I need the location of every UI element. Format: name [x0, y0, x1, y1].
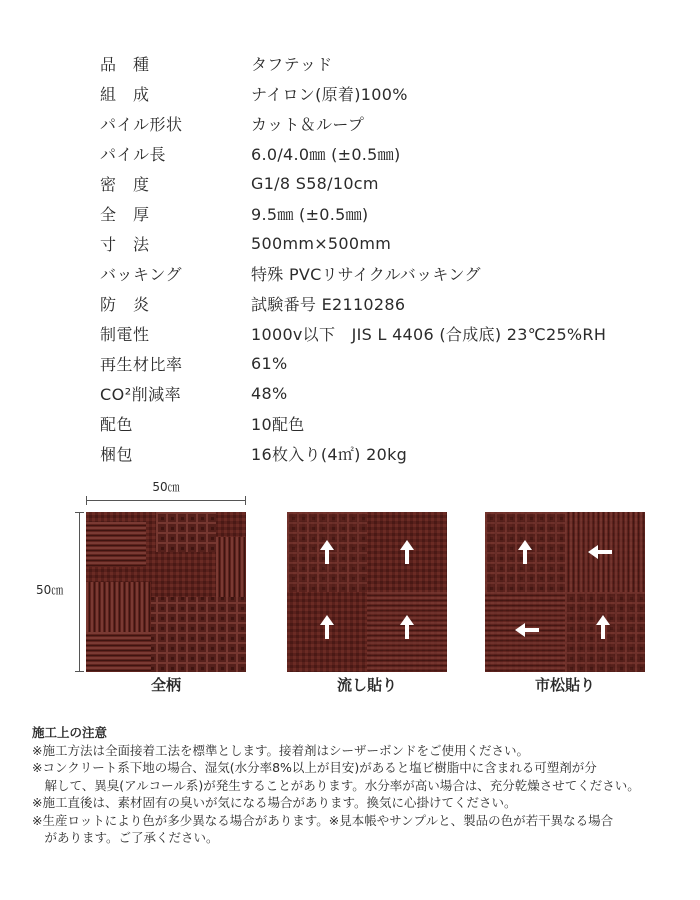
spec-label: 組 成	[100, 84, 150, 104]
spec-value: 16枚入り(4㎡) 20kg	[251, 444, 408, 464]
spec-value: 試験番号 E2110286	[251, 294, 406, 314]
spec-row	[100, 408, 690, 438]
spec-value: タフテッド	[251, 54, 333, 74]
spec-row	[100, 318, 690, 348]
note-line: ※コンクリート系下地の場合、湿気(水分率8%以上が目安)があると塩ビ樹脂中に含まれる可塑剤が分	[32, 760, 597, 775]
spec-row	[100, 288, 690, 318]
height-dimension-label: 50㎝	[36, 583, 64, 597]
spec-label: パイル形状	[100, 114, 183, 134]
spec-value: 61%	[251, 353, 288, 373]
tile-layout-figure	[0, 480, 700, 700]
spec-label: 品 種	[100, 54, 150, 74]
spec-value: 500mm×500mm	[251, 233, 392, 253]
spec-row	[100, 48, 690, 78]
notes-title: 施工上の注意	[32, 725, 108, 740]
spec-row	[100, 168, 690, 198]
spec-value: ナイロン(原着)100%	[251, 84, 408, 104]
spec-row	[100, 258, 690, 288]
tile-caption: 全柄	[150, 676, 181, 694]
spec-row	[100, 438, 690, 468]
spec-value: 6.0/4.0㎜ (±0.5㎜)	[251, 144, 401, 164]
note-line: ※施工直後は、素材固有の臭いが気になる場合があります。換気に心掛けてください。	[32, 795, 517, 810]
spec-row	[100, 378, 690, 408]
spec-value: 1000v以下 JIS L 4406 (合成底) 23℃25%RH	[251, 324, 607, 344]
spec-label: 配色	[100, 414, 134, 434]
tile-full-pattern	[86, 512, 246, 672]
spec-value: 9.5㎜ (±0.5㎜)	[251, 204, 369, 224]
spec-row	[100, 348, 690, 378]
spec-row	[100, 198, 690, 228]
installation-notes	[32, 724, 692, 847]
tile-monolithic-layout	[287, 512, 447, 672]
width-dimension-line	[86, 494, 246, 506]
spec-value: 10配色	[251, 414, 305, 434]
spec-row	[100, 228, 690, 258]
spec-value: 48%	[251, 383, 288, 403]
tile-caption: 市松貼り	[534, 676, 595, 694]
spec-label: 寸 法	[100, 234, 150, 254]
width-dimension-label: 50㎝	[152, 480, 180, 494]
spec-row	[100, 78, 690, 108]
tile-caption: 流し貼り	[336, 676, 397, 694]
spec-value: カット＆ループ	[251, 114, 365, 134]
tile-quarter-turn-layout	[485, 512, 645, 672]
spec-label: 全 厚	[100, 204, 150, 224]
spec-label: パイル長	[100, 144, 167, 164]
spec-label: 制電性	[100, 324, 150, 344]
spec-value: G1/8 S58/10cm	[251, 173, 379, 193]
spec-row	[100, 108, 690, 138]
spec-label: 梱包	[100, 444, 134, 464]
height-dimension-line	[74, 512, 84, 672]
note-line: ※生産ロットにより色が多少異なる場合があります。※見本帳やサンプルと、製品の色が若干異なる場合	[32, 812, 614, 828]
note-line: があります。ご了承ください。	[32, 830, 219, 845]
spec-label: CO²削減率	[100, 384, 182, 404]
spec-row	[100, 138, 690, 168]
spec-label: 再生材比率	[100, 354, 183, 374]
spec-value: 特殊 PVCリサイクルバッキング	[251, 264, 481, 284]
spec-table	[100, 48, 690, 468]
note-line: ※施工方法は全面接着工法を標準とします。接着剤はシーザーボンドをご使用ください。	[32, 742, 529, 758]
spec-label: 密 度	[100, 174, 150, 194]
note-line: 解して、異臭(アルコール系)が発生することがあります。水分率が高い場合は、充分乾燥させてください。	[32, 777, 640, 793]
spec-label: バッキング	[100, 264, 183, 284]
spec-label: 防 炎	[100, 294, 150, 314]
